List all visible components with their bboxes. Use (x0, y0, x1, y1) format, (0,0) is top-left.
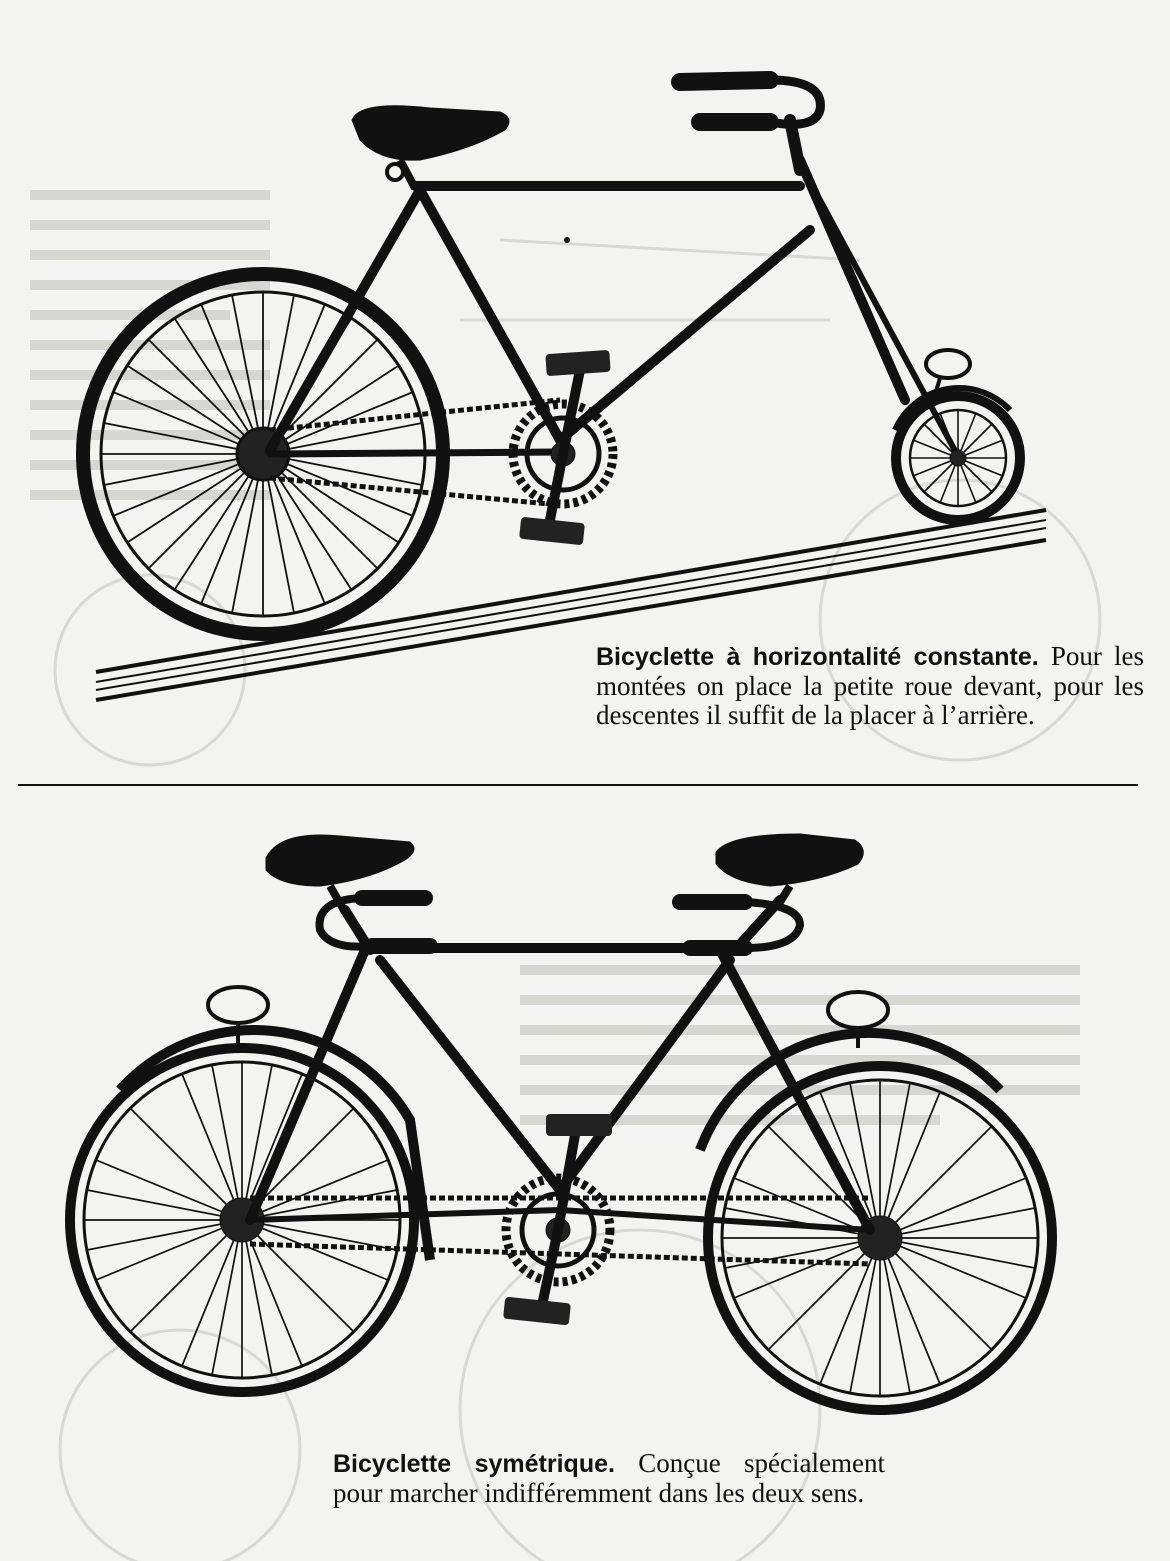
small-wheel (895, 388, 1020, 520)
caption-body: Conçue spécialement pour marcher indifféremment dans les deux sens. (333, 1448, 885, 1508)
handlebar (680, 80, 820, 124)
section-divider (18, 784, 1138, 786)
caption-symmetric-bicycle (333, 1449, 885, 1508)
caption-body: Pour les montées on place la petite roue devant, pour les descentes il suffit de la placer à l’arrière. (596, 641, 1145, 730)
caption-title: Bicyclette symétrique. (333, 1450, 615, 1478)
right-handlebar (680, 902, 800, 948)
symmetric-bicycle-illustration (0, 790, 1170, 1430)
right-saddle (716, 834, 863, 902)
left-handlebar (320, 898, 430, 947)
saddle (352, 106, 509, 188)
caption-horizontal-bicycle (596, 642, 1144, 730)
caption-title: Bicyclette à horizontalité constante. (596, 643, 1039, 671)
